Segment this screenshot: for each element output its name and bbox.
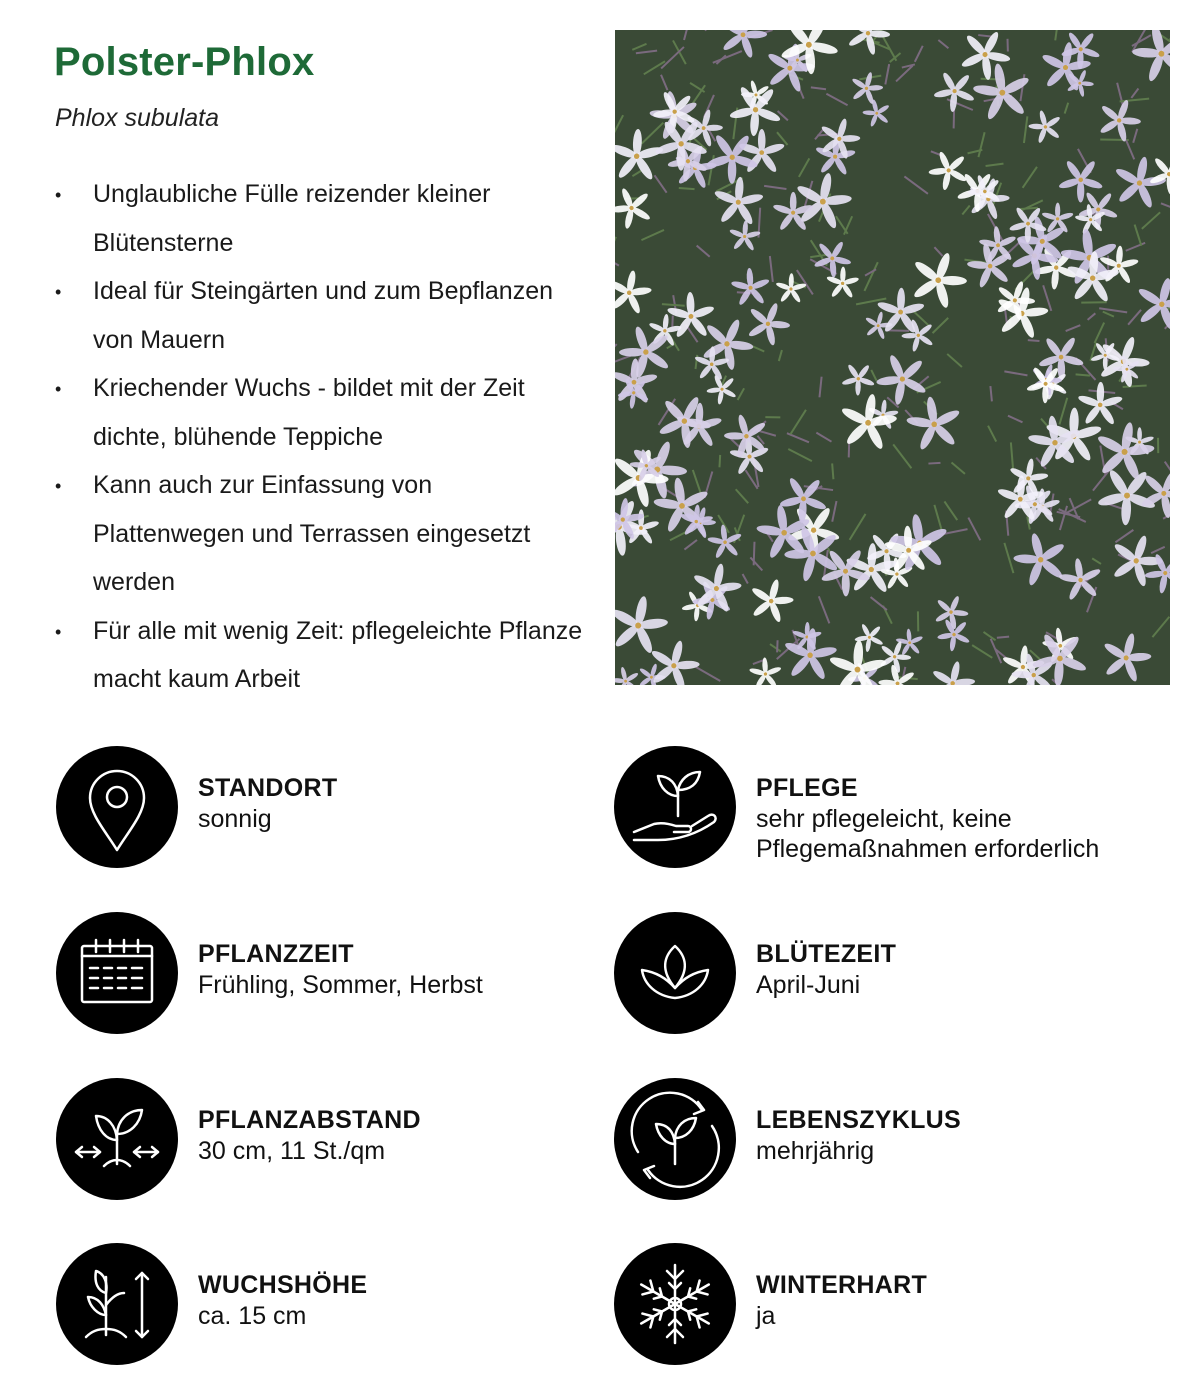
attribute-label: WINTERHART: [756, 1271, 928, 1299]
attribute-value: 30 cm, 11 St./qm: [198, 1137, 386, 1165]
attribute-value: ca. 15 cm: [198, 1302, 307, 1330]
lotus-flower-icon: [614, 912, 736, 1034]
bullet-icon: •: [55, 476, 62, 496]
attribute-label: PFLEGE: [756, 774, 858, 802]
calendar-icon: [56, 912, 178, 1034]
feature-list: [55, 170, 585, 704]
attribute-lebenszyklus: [614, 1078, 1174, 1203]
snowflake-icon: [614, 1243, 736, 1365]
flower-photo-graphic: [615, 30, 1170, 685]
attribute-label: WUCHSHÖHE: [198, 1271, 368, 1299]
feature-item: • Ideal für Steingärten und zum Bepflanzen von Mauern: [55, 267, 585, 364]
latin-name: Phlox subulata: [55, 104, 220, 132]
plant-height-icon: [56, 1243, 178, 1365]
attribute-label: PFLANZZEIT: [198, 940, 354, 968]
attribute-value: Frühling, Sommer, Herbst: [198, 971, 483, 999]
attribute-value: April-Juni: [756, 971, 861, 999]
feature-item: • Für alle mit wenig Zeit: pflegeleichte Pflanze macht kaum Arbeit: [55, 607, 585, 704]
attribute-label: PFLANZABSTAND: [198, 1106, 421, 1134]
attribute-standort: [56, 746, 596, 871]
location-pin-icon: [56, 746, 178, 868]
attribute-value: ja: [756, 1302, 776, 1330]
feature-item: • Kriechender Wuchs - bildet mit der Zeit dichte, blühende Teppiche: [55, 364, 585, 461]
attribute-value: sonnig: [198, 805, 272, 833]
phlox-flowers-photo: [615, 30, 1170, 685]
bullet-icon: •: [55, 621, 62, 642]
bullet-icon: •: [55, 282, 62, 302]
attribute-bluetezeit: [614, 912, 1174, 1037]
plant-spacing-icon: [56, 1078, 178, 1200]
attribute-value: mehrjährig: [756, 1137, 875, 1165]
attribute-label: BLÜTEZEIT: [756, 940, 897, 968]
feature-item: • Unglaubliche Fülle reizender kleiner Blütensterne: [55, 170, 585, 267]
attribute-winterhart: [614, 1243, 1174, 1368]
attribute-pflanzzeit: [56, 912, 596, 1037]
attribute-value: sehr pflegeleicht, keine Pflegemaßnahmen erforderlich: [756, 805, 1100, 863]
bullet-icon: •: [55, 379, 62, 399]
attribute-pflege: [614, 746, 1174, 871]
attribute-pflanzabstand: [56, 1078, 596, 1203]
hand-seedling-icon: [614, 746, 736, 868]
attribute-wuchshoehe: [56, 1243, 596, 1368]
plant-cycle-icon: [614, 1078, 736, 1200]
bullet-icon: •: [55, 185, 62, 205]
attribute-label: LEBENSZYKLUS: [756, 1106, 962, 1134]
feature-item: • Kann auch zur Einfassung von Plattenwegen und Terrassen eingesetzt werden: [55, 461, 585, 607]
attribute-label: STANDORT: [198, 774, 338, 802]
product-title: Polster-Phlox: [54, 40, 315, 84]
